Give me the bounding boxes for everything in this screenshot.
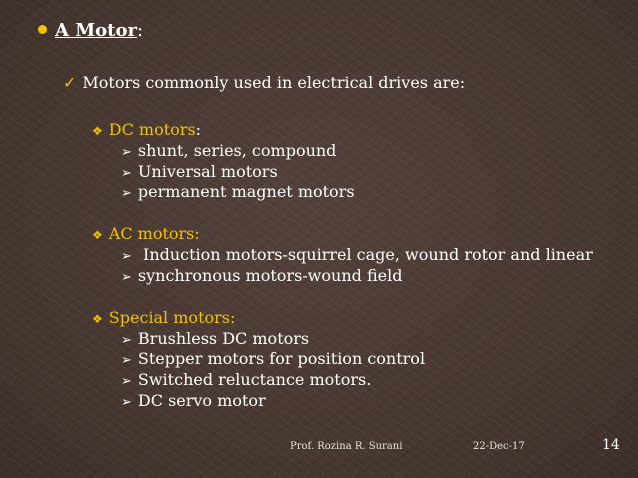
arrow-bullet-icon: ➢ — [121, 186, 132, 201]
list-item-text: synchronous motors-wound field — [137, 266, 403, 285]
intro-line — [63, 73, 465, 93]
list-item-text: shunt, series, compound — [137, 141, 337, 160]
section-heading-text: Special motors: — [108, 308, 236, 327]
list-item — [121, 141, 336, 163]
page-number: 14 — [602, 437, 620, 453]
list-item-text: permanent magnet motors — [137, 182, 355, 201]
section-heading-ac — [92, 224, 200, 245]
arrow-bullet-icon: ➢ — [121, 353, 132, 368]
list-item — [121, 349, 425, 371]
list-item — [121, 370, 371, 392]
list-item-text: DC servo motor — [137, 391, 266, 410]
section-heading-suffix: : — [195, 120, 202, 139]
list-item — [121, 391, 266, 413]
list-item — [121, 162, 278, 184]
section-heading-dc — [92, 120, 201, 141]
list-item — [121, 266, 402, 288]
arrow-bullet-icon: ➢ — [121, 145, 132, 160]
arrow-bullet-icon: ➢ — [121, 395, 132, 410]
list-item-text: Induction motors-squirrel cage, wound rotor and linear — [137, 245, 593, 264]
section-heading-text: AC motors: — [108, 224, 200, 243]
section-heading-text: DC motors — [108, 120, 196, 139]
arrow-bullet-icon: ➢ — [121, 333, 132, 348]
diamond-bullet-icon: ❖ — [92, 124, 103, 138]
section-heading-special — [92, 308, 235, 329]
diamond-bullet-icon: ❖ — [92, 312, 103, 326]
list-item-text: Brushless DC motors — [137, 329, 310, 348]
title-suffix: : — [136, 20, 144, 41]
list-item-text: Stepper motors for position control — [137, 349, 426, 368]
arrow-bullet-icon: ➢ — [121, 249, 132, 264]
arrow-bullet-icon: ➢ — [121, 374, 132, 389]
list-item — [121, 182, 355, 204]
footer-date: 22-Dec-17 — [473, 441, 525, 452]
list-item-text: Universal motors — [137, 162, 278, 181]
check-icon: ✓ — [63, 73, 77, 92]
circle-bullet-icon — [38, 25, 47, 34]
title-text: A Motor — [55, 20, 137, 41]
arrow-bullet-icon: ➢ — [121, 270, 132, 285]
list-item-text: Switched reluctance motors. — [137, 370, 372, 389]
diamond-bullet-icon: ❖ — [92, 228, 103, 242]
footer-author: Prof. Rozina R. Surani — [290, 441, 403, 452]
intro-text: Motors commonly used in electrical drives are: — [82, 73, 466, 92]
list-item — [121, 329, 309, 351]
arrow-bullet-icon: ➢ — [121, 166, 132, 181]
list-item — [121, 245, 593, 267]
slide-title — [38, 20, 143, 42]
